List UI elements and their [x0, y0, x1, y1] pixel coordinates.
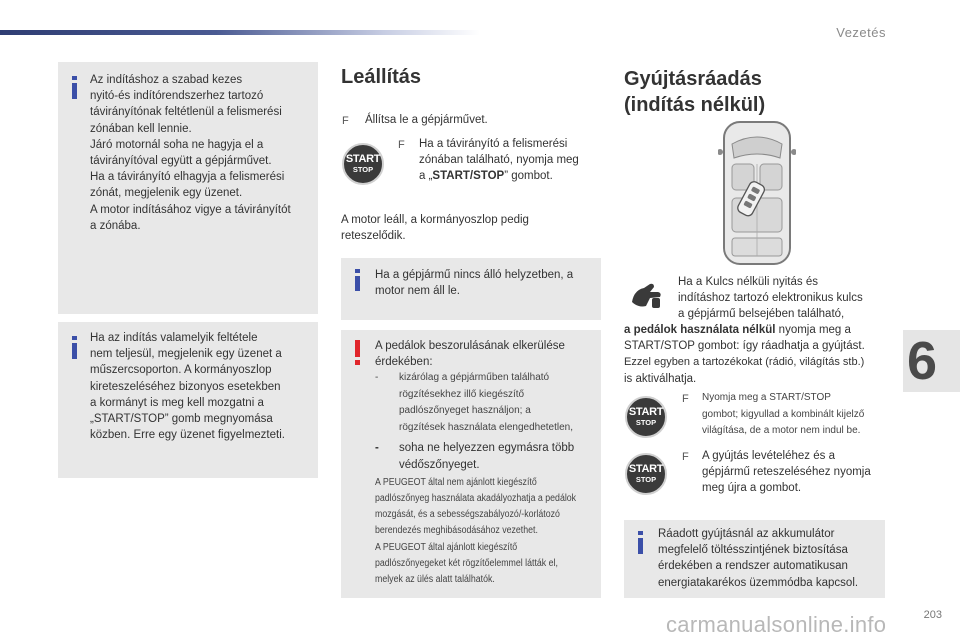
- heading-ignition: Gyújtásráadás (indítás nélkül): [624, 68, 766, 116]
- info-icon: [355, 276, 360, 291]
- hand-key-icon: [628, 280, 664, 310]
- info-box-moving: [341, 258, 601, 320]
- page-number: 203: [923, 609, 942, 621]
- watermark: carmanualsonline.info: [666, 612, 887, 637]
- chapter-tab: [903, 330, 960, 392]
- warning-box-floor-mats: [341, 330, 601, 598]
- stop-result-text: A motor leáll, a kormányoszlop pedig reteszelődik.: [341, 214, 529, 243]
- info-box-start-conditions: [58, 322, 318, 478]
- warning-text: A pedálok beszorulásának elkerülése érdekében: - kizárólag a gépjárműben található rögzítésekhez illő kiegészítő padlószőnyeget használjon; a rögzítések használata elengedhetetlen, - soha ne helyezzen egymásra több védőszőnyeget. A PEUGEOT által nem ajánlott kiegészítő padlószőnyeg használata akadályozhatja a pedálok mozgását, és a sebességszabályozó/-korlátozó berendezés meghibásodásához vezethet. A PEUGEOT által ajánlott kiegészítő padlószőnyegeket két rögzítőelemmel látták el, melyek az ülés alatt találhatók.: [375, 340, 577, 586]
- info-icon: [72, 83, 77, 99]
- ignition-desc-intro: Ha a Kulcs nélküli nyitás és indításhoz tartozó elektronikus kulcs a gépjármű belsejében található,: [678, 276, 863, 321]
- warning-icon: [355, 340, 360, 357]
- ignition-desc-body: a pedálok használata nélkül nyomja meg a START/STOP gombot: így ráadhatja a gyújtást. Ezzel egyben a tartozékokat (rádió, világítás stb.) is aktiválhatja.: [624, 324, 865, 385]
- bullet-mark: F: [342, 115, 349, 127]
- info-text: Ha az indítás valamelyik feltétele nem teljesül, megjelenik egy üzenet a műszercsoporton. A kormányoszlop kireteszeléséhez bizonyos esetekben a kormányt is meg kell mozgatni a „START/STOP” gomb megnyomása közben. Erre egy üzenet figyelmezteti.: [90, 332, 285, 442]
- bullet-mark: F: [682, 393, 689, 405]
- step-press-ignition-on: Nyomja meg a START/STOP gombot; kigyullad a kombinált kijelző világítása, de a motor nem indul be.: [702, 392, 865, 436]
- car-top-view-illustration: [718, 118, 796, 268]
- start-stop-button-icon: START STOP: [625, 453, 667, 495]
- step-stop-vehicle: Állítsa le a gépjárművet.: [365, 114, 488, 126]
- section-title: Vezetés: [836, 25, 886, 40]
- step-press-ignition-off: A gyújtás levételéhez és a gépjármű reteszeléséhez nyomja meg újra a gombot.: [702, 450, 871, 495]
- heading-stop: Leállítás: [341, 66, 422, 88]
- bullet-mark: F: [398, 139, 405, 151]
- info-box-battery: [624, 520, 885, 598]
- info-box-remote-zone: [58, 62, 318, 314]
- start-stop-button-icon: START STOP: [625, 396, 667, 438]
- bullet-mark: F: [682, 451, 689, 463]
- chapter-number: 6: [907, 331, 938, 391]
- info-text: Ha a gépjármű nincs álló helyzetben, a motor nem áll le.: [375, 269, 574, 298]
- step-press-start-stop: Ha a távirányító a felismerési zónában található, nyomja meg a „START/STOP” gombot.: [419, 138, 579, 183]
- info-icon: [72, 343, 77, 359]
- info-text: Az indításhoz a szabad kezes nyitó-és indítórendszerhez tartozó távirányítónak feltétlenül a felismerési zónában kell lennie. Járó motornál soha ne hagyja el a távirányítóval együtt a gépjárművet. Ha a távirányító elhagyja a felismerési zónát, megjelenik egy üzenet. A motor indításához vigye a távirányítót a zónába.: [90, 74, 291, 232]
- start-stop-button-icon: START STOP: [342, 143, 384, 185]
- info-text: Ráadott gyújtásnál az akkumulátor megfelelő töltésszintjének biztosítása érdekében a rendszer automatikusan energiatakarékos üzemmódba kapcsol.: [658, 528, 859, 589]
- header-bar: [0, 30, 480, 35]
- info-icon: [638, 538, 643, 554]
